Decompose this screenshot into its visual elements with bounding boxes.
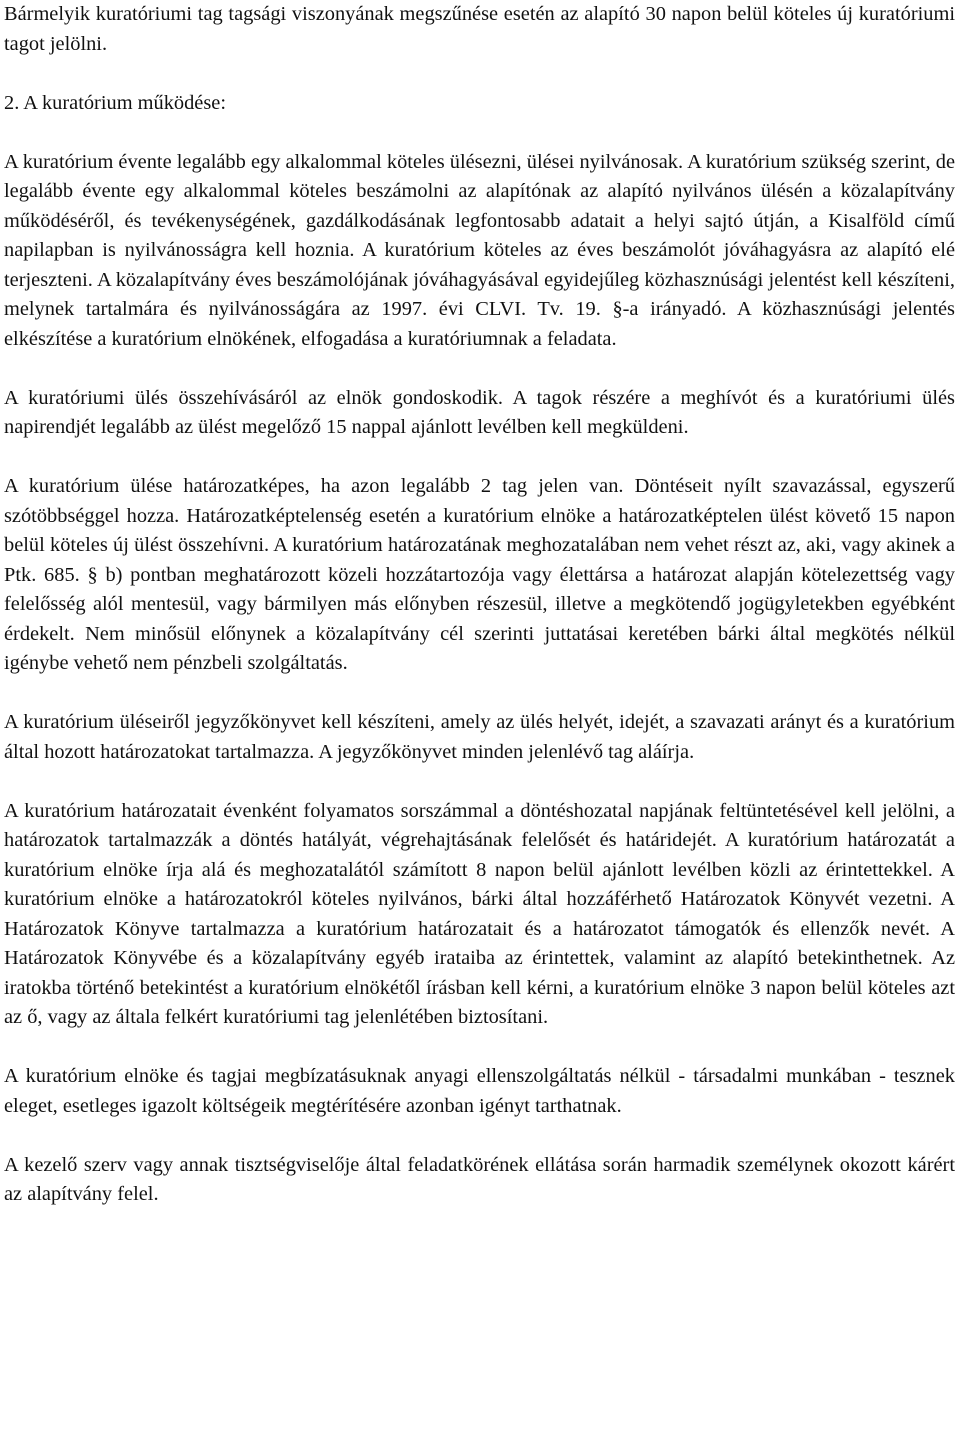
section-heading-board-operation: 2. A kuratórium működése: xyxy=(4,91,227,114)
paragraph-resolutions-book: A kuratórium határozatait évenként folyamatos sorszámmal a döntéshozatal napjának feltüntetésével kell jelölni, a határozatok tartalmazzák a döntés hatályát, végrehajtásának felelősét és határidejét. A kuratórium határozatát a kuratórium elnöke írja alá és meghozatalától számított 8 napon belül ajánlott levélben közli az érintettekkel. A kuratórium elnöke a határozatokról köteles nyilvános, bárki által hozzáférhető Határozatok Könyvét vezetni. A Határozatok Könyve tartalmazza a kuratórium határozatait és a határozatot támogatók és ellenzők nevét. A Határozatok Könyvébe és a közalapítvány egyéb irataiba az érintettek, valamint az alapító betekinthetnek. Az iratokba történő betekintést a kuratórium elnökétől írásban kell kérni, a kuratórium elnöke 3 napon belül köteles azt az ő, vagy az általa felkért kuratóriumi tag jelenlétében biztosítani. xyxy=(4,799,955,1028)
paragraph-unpaid-mandate: A kuratórium elnöke és tagjai megbízatásuknak anyagi ellenszolgáltatás nélkül - társadalmi munkában - tesznek eleget, esetleges igazolt költségeik megtérítésére azonban igényt tarthatnak. xyxy=(4,1065,955,1117)
paragraph-liability: A kezelő szerv vagy annak tisztségviselője által feladatkörének ellátása során harmadik személynek okozott kárért az alapítvány felel. xyxy=(4,1153,955,1205)
paragraph-quorum-voting: A kuratórium ülése határozatképes, ha azon legalább 2 tag jelen van. Döntéseit nyílt szavazással, egyszerű szótöbbséggel hozza. Határozatképtelenség esetén a kuratórium elnöke a határozatképtelen ülést követő 15 napon belül köteles új ülést összehívni. A kuratórium határozatának meghozatalában nem vehet részt az, aki, vagy akinek a Ptk. 685. § b) pontban meghatározott közeli hozzátartozója vagy élettársa a határozat alapján kötelezettség vagy felelősség alól mentesül, vagy bármilyen más előnyben részesül, illetve a megkötendő jogügyletekben egyébként érdekelt. Nem minősül előnynek a közalapítvány cél szerinti juttatásai keretében bárki által megkötés nélkül igénybe vehető nem pénzbeli szolgáltatás. xyxy=(4,475,955,674)
paragraph-member-replacement: Bármelyik kuratóriumi tag tagsági viszonyának megszűnése esetén az alapító 30 napon belül köteles új kuratóriumi tagot jelölni. xyxy=(4,3,955,55)
paragraph-board-meetings-reporting: A kuratórium évente legalább egy alkalommal köteles ülésezni, ülései nyilvánosak. A kuratórium szükség szerint, de legalább évente egy alkalommal köteles beszámolni az alapítónak az alapító nyilvános ülésén a közalapítvány működéséről, és tevékenységének, gazdálkodásának legfontosabb adatait a helyi sajtó útján, a Kisalföld című napilapban is nyilvánosságra kell hoznia. A kuratórium köteles az éves beszámolót jóváhagyásra az alapító elé terjeszteni. A közalapítvány éves beszámolójának jóváhagyásával egyidejűleg közhasznúsági jelentést kell készíteni, melynek tartalmára és nyilvánosságára az 1997. évi CLVI. Tv. 19. §-a irányadó. A közhasznúsági jelentés elkészítése a kuratórium elnökének, elfogadása a kuratóriumnak a feladata. xyxy=(4,150,955,350)
paragraph-meeting-convening: A kuratóriumi ülés összehívásáról az elnök gondoskodik. A tagok részére a meghívót és a kuratóriumi ülés napirendjét legalább az ülést megelőző 15 nappal ajánlott levélben kell megküldeni. xyxy=(4,386,955,438)
document-page xyxy=(4,0,955,1210)
paragraph-minutes: A kuratórium üléseiről jegyzőkönyvet kell készíteni, amely az ülés helyét, idejét, a szavazati arányt és a kuratórium által hozott határozatokat tartalmazza. A jegyzőkönyvet minden jelenlévő tag aláírja. xyxy=(4,711,955,763)
